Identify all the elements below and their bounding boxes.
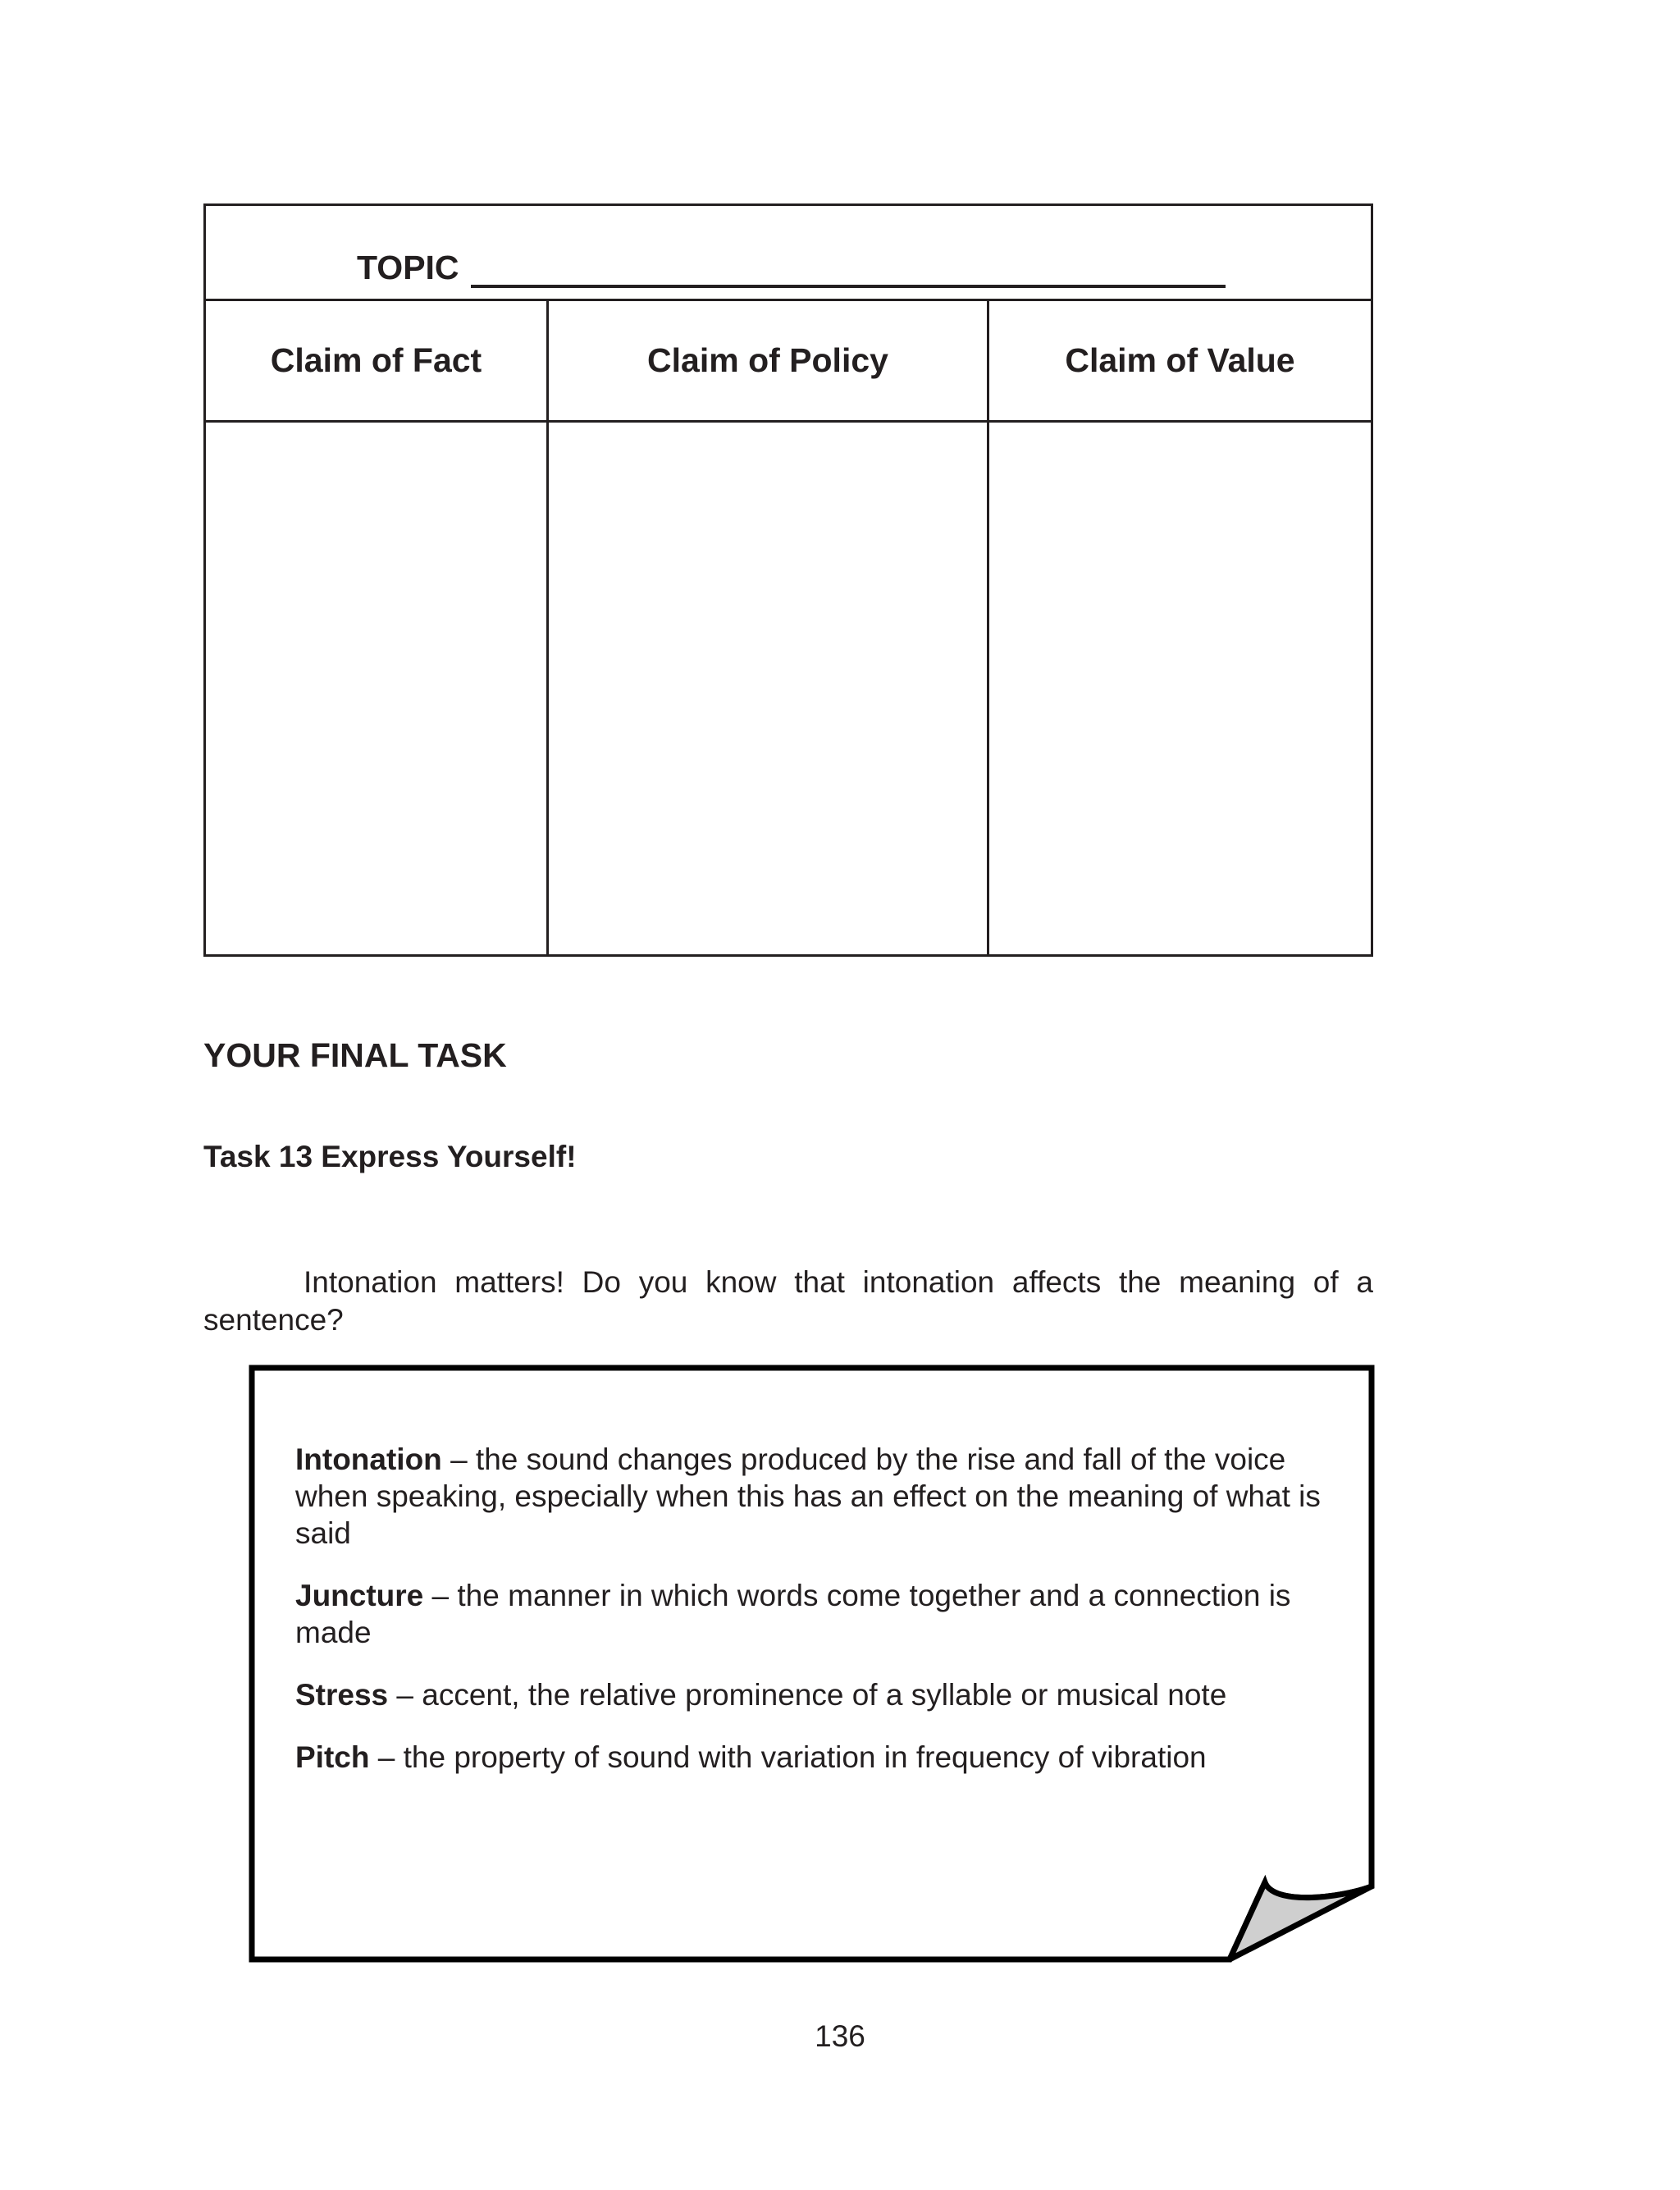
definition-item (295, 1441, 1321, 1552)
task-title: Task 13 Express Yourself! (203, 1140, 577, 1173)
definition-item (295, 1676, 1321, 1713)
section-heading: YOUR FINAL TASK (203, 1036, 507, 1074)
topic-row (206, 206, 1371, 301)
column-header-claim-of-value: Claim of Value (1065, 341, 1295, 379)
definition-term: Stress (295, 1678, 389, 1712)
definition-text: – the sound changes produced by the rise and fall of the voice when speaking, especially when this has an effect on the meaning of what is said (295, 1442, 1321, 1550)
table-header-row (206, 301, 1371, 423)
page-number: 136 (815, 2019, 865, 2053)
claim-of-fact-cell[interactable] (206, 423, 546, 954)
definition-term: Pitch (295, 1740, 370, 1774)
topic-blank-line[interactable] (471, 285, 1226, 288)
definition-text: – the manner in which words come together and a connection is made (295, 1579, 1291, 1649)
intro-paragraph: Intonation matters! Do you know that intonation affects the meaning of a sentence? (203, 1265, 1373, 1337)
definition-term: Juncture (295, 1579, 424, 1612)
column-header-claim-of-fact: Claim of Fact (270, 341, 482, 379)
claims-table (203, 203, 1373, 957)
claim-of-value-cell[interactable] (989, 423, 1371, 954)
definition-item (295, 1739, 1321, 1776)
definitions-list (295, 1441, 1321, 1801)
topic-label: TOPIC (357, 249, 459, 286)
definition-text: – the property of sound with variation in frequency of vibration (369, 1740, 1207, 1774)
column-header-claim-of-policy: Claim of Policy (647, 341, 888, 379)
definition-term: Intonation (295, 1442, 442, 1476)
definitions-box (248, 1364, 1380, 1963)
definition-item (295, 1577, 1321, 1651)
claim-of-policy-cell[interactable] (549, 423, 987, 954)
definition-text: – accent, the relative prominence of a syllable or musical note (388, 1678, 1227, 1712)
